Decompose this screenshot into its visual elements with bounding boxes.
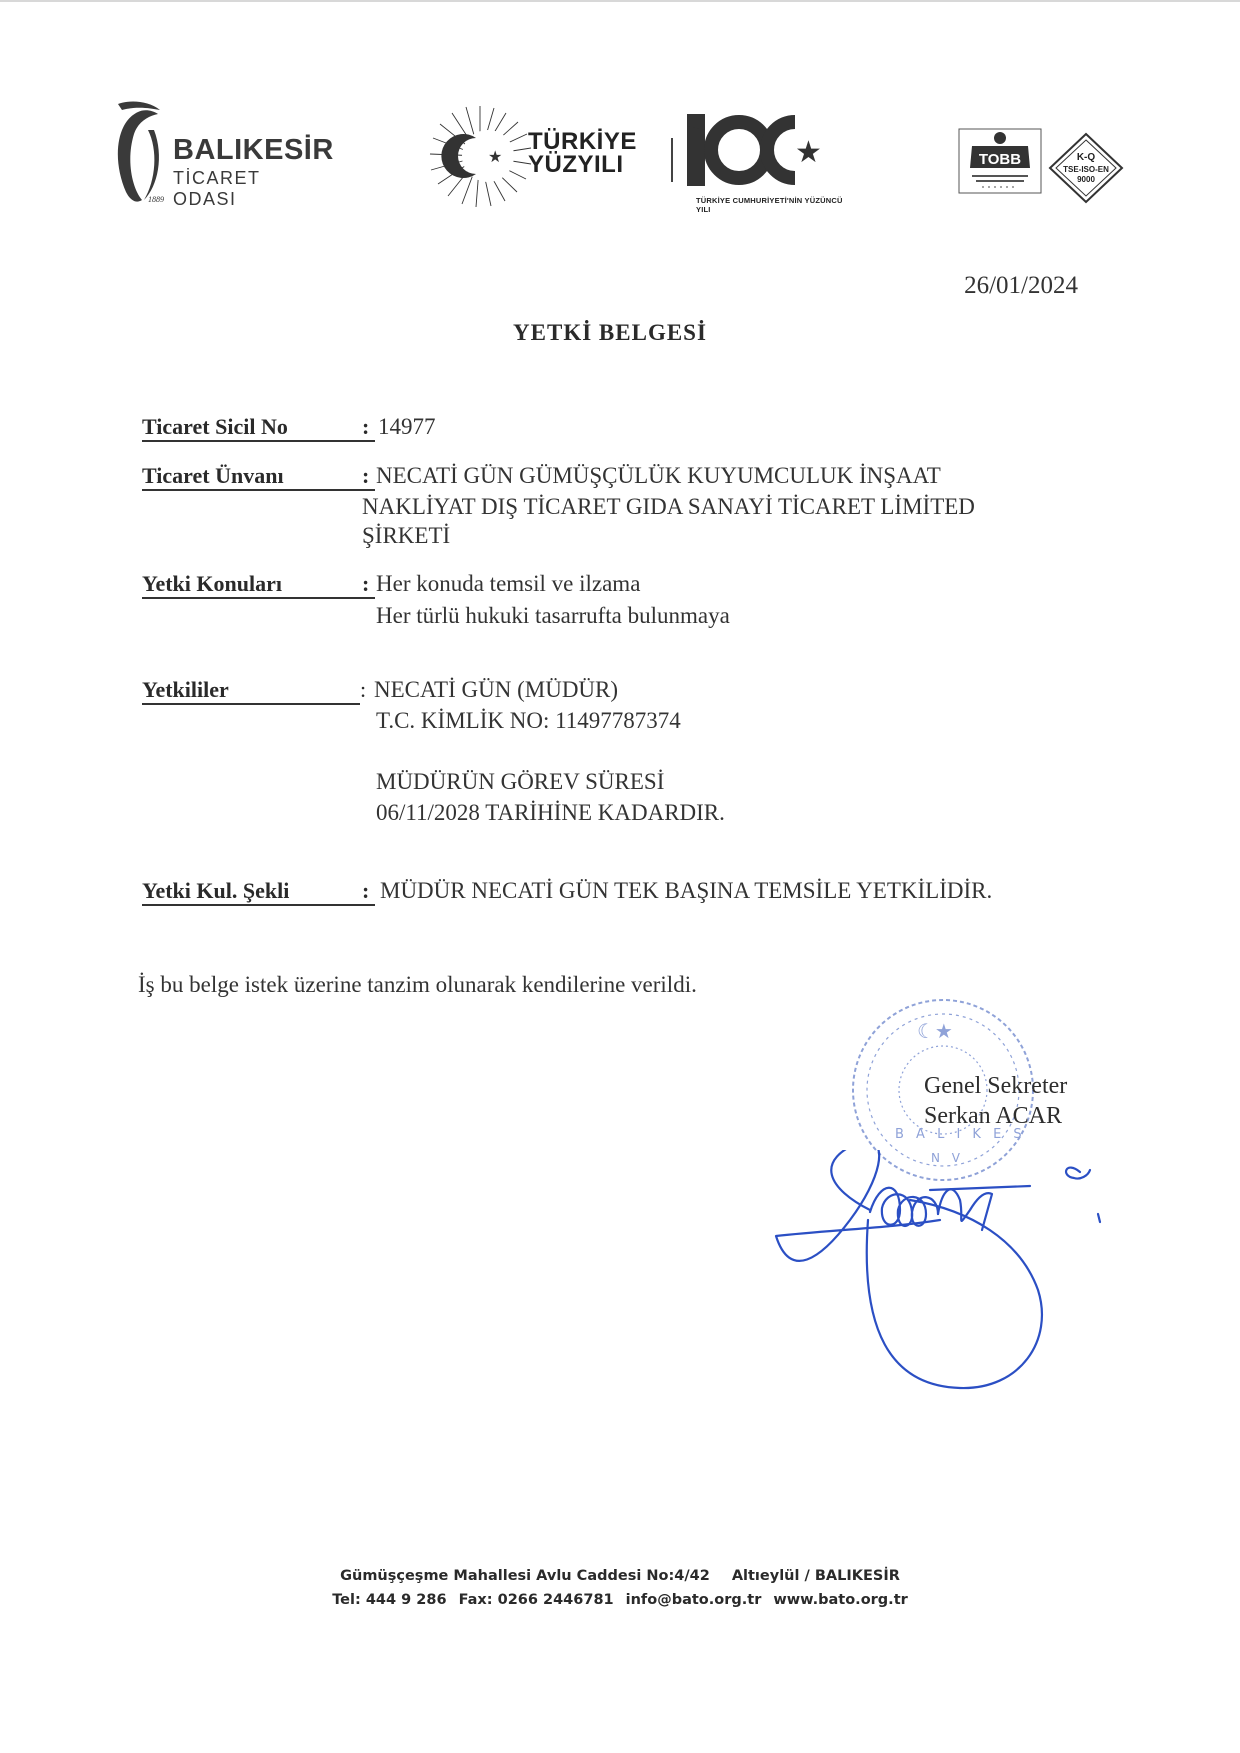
footer-tel: Tel: 444 9 286	[332, 1592, 447, 1608]
konular-colon: :	[362, 571, 370, 596]
yetkililer-underline	[142, 703, 360, 705]
centennial-divider	[671, 138, 673, 182]
signatory-title: Genel Sekreter	[924, 1073, 1068, 1099]
chamber-year: 1889	[148, 195, 164, 204]
kq-line1: K-Q	[1076, 152, 1096, 163]
yetkililer-value-line3: MÜDÜRÜN GÖREV SÜRESİ	[376, 769, 665, 794]
chamber-subtitle: TİCARET ODASI	[173, 168, 261, 209]
konular-value-line1: Her konuda temsil ve ilzama	[376, 571, 641, 596]
footer-email[interactable]: info@bato.org.tr	[625, 1592, 762, 1608]
unvan-colon-underline	[362, 489, 375, 491]
svg-text:★: ★	[795, 135, 822, 170]
unvan-label: Ticaret Ünvanı	[142, 463, 284, 488]
yetkililer-value-line1: NECATİ GÜN (MÜDÜR)	[374, 677, 619, 702]
yetkililer-colon: :	[360, 677, 367, 702]
svg-text:B A L I K E S: B A L I K E S	[895, 1127, 1026, 1142]
centennial-title-line1: TÜRKİYE	[528, 128, 637, 155]
tobb-logo	[958, 128, 1042, 194]
unvan-colon: :	[362, 463, 370, 488]
yetkililer-value-line2: T.C. KİMLİK NO: 11497787374	[376, 708, 681, 733]
sicil-no-value: 14977	[378, 414, 436, 439]
footer-city: Altıeylül / BALIKESİR	[731, 1568, 900, 1584]
unvan-value-line3: ŞİRKETİ	[362, 523, 451, 548]
kul-sekli-label: Yetki Kul. Şekli	[142, 878, 290, 903]
document-title: YETKİ BELGESİ	[513, 320, 707, 345]
centennial-title	[528, 130, 637, 176]
kul-sekli-colon-underline	[362, 904, 375, 906]
svg-text:☾★: ☾★	[917, 1019, 953, 1043]
konular-colon-underline	[362, 597, 375, 599]
chamber-emblem-icon	[108, 100, 168, 210]
centennial-title-line2: YÜZYILI	[528, 151, 624, 178]
centennial-caption: TÜRKİYE CUMHURİYETİ'NİN YÜZÜNCÜ YILI	[696, 196, 843, 214]
scan-top-edge	[0, 0, 1240, 2]
chamber-logo	[108, 100, 334, 210]
footer-address-line	[0, 1568, 1240, 1584]
handwritten-signature	[770, 1150, 1110, 1400]
sicil-no-underline	[142, 440, 362, 442]
sicil-no-colon-underline	[362, 440, 375, 442]
kul-sekli-colon: :	[362, 878, 370, 903]
document-date: 26/01/2024	[964, 272, 1078, 299]
tobb-label: TOBB	[978, 151, 1022, 168]
footer-website[interactable]: www.bato.org.tr	[773, 1592, 908, 1608]
yetkililer-value-line4: 06/11/2028 TARİHİNE KADARDIR.	[376, 800, 725, 825]
sicil-no-colon: :	[362, 414, 370, 439]
sicil-no-label: Ticaret Sicil No	[142, 414, 288, 439]
signatory-name: Serkan ACAR	[924, 1103, 1062, 1129]
yetkililer-label: Yetkililer	[142, 677, 229, 702]
sunburst-crescent-icon	[428, 104, 533, 209]
kul-sekli-value: MÜDÜR NECATİ GÜN TEK BAŞINA TEMSİLE YETKİLİDİR.	[380, 878, 993, 903]
footer-fax: Fax: 0266 2446781	[458, 1592, 614, 1608]
unvan-value-line1: NECATİ GÜN GÜMÜŞÇÜLÜK KUYUMCULUK İNŞAAT	[376, 463, 941, 488]
konular-underline	[142, 597, 362, 599]
kul-sekli-underline	[142, 904, 362, 906]
konular-value-line2: Her türlü hukuki tasarrufta bulunmaya	[376, 603, 730, 628]
unvan-value-line2: NAKLİYAT DIŞ TİCARET GIDA SANAYİ TİCARET LİMİTED	[362, 494, 975, 519]
closing-statement: İş bu belge istek üzerine tanzim olunarak kendilerine verildi.	[138, 972, 697, 997]
kq-line2: TSE-ISO-EN	[1063, 165, 1109, 174]
svg-text:N V: N V	[931, 1151, 964, 1165]
hundred-emblem-icon	[683, 104, 823, 194]
svg-text:★: ★	[488, 147, 503, 166]
centennial-logo	[428, 104, 848, 214]
konular-label: Yetki Konuları	[142, 571, 282, 596]
chamber-name: BALIKESİR	[173, 134, 334, 166]
kq-line3: 9000	[1077, 175, 1095, 184]
footer-contact-line	[0, 1592, 1240, 1608]
footer-address: Gümüşçeşme Mahallesi Avlu Caddesi No:4/42	[340, 1568, 710, 1584]
quality-cert-logo	[1048, 132, 1124, 204]
unvan-underline	[142, 489, 362, 491]
